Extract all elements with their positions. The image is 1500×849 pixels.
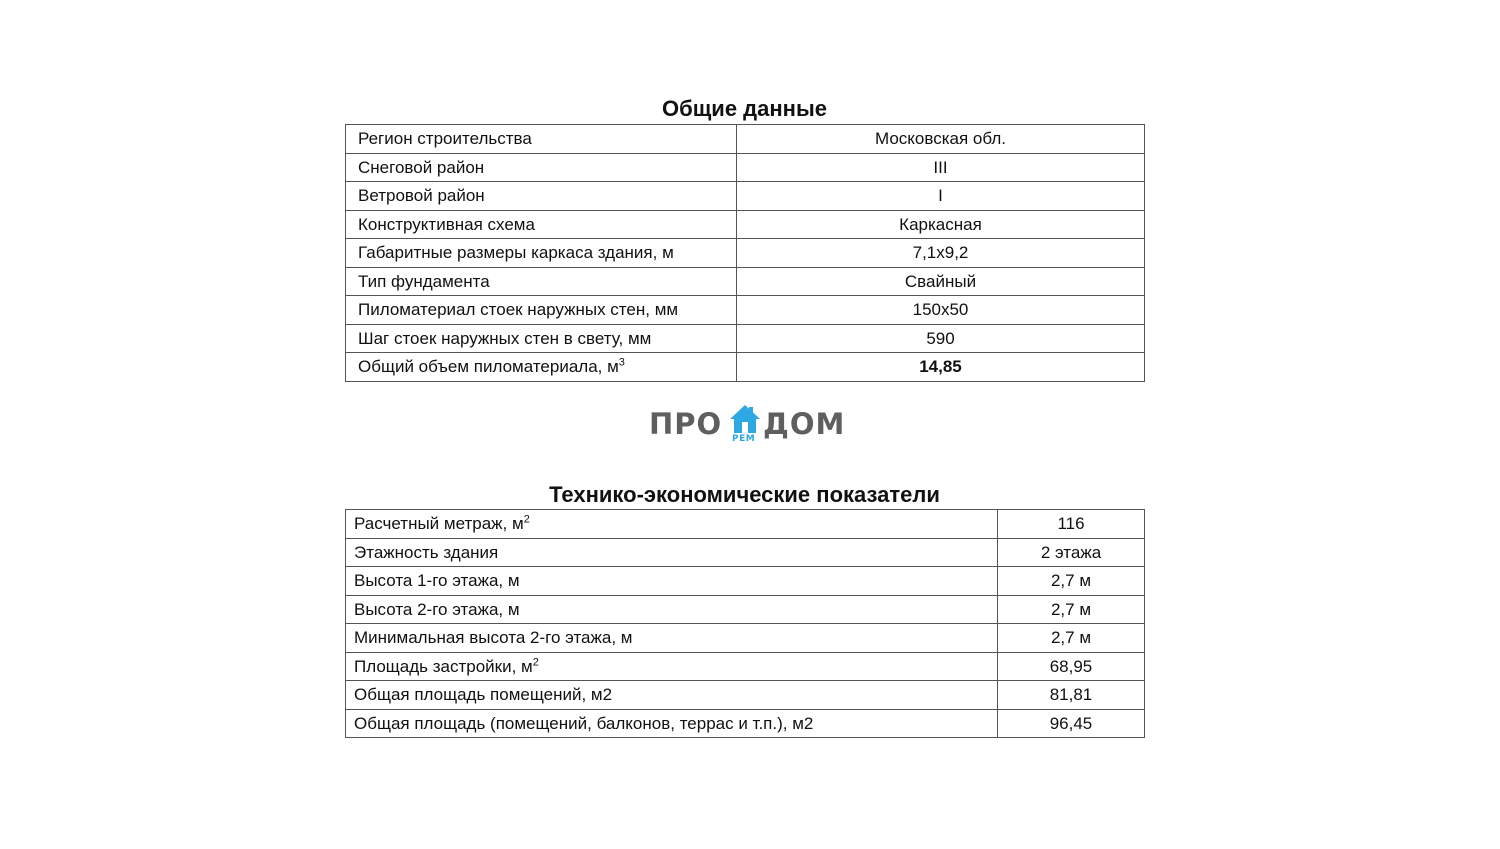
row-label: Общий объем пиломатериала, м [358, 357, 619, 377]
row-value: 68,95 [998, 652, 1145, 681]
table-row [346, 267, 1145, 296]
row-value: Свайный [737, 267, 1145, 296]
logo-subtext: РЕМ [732, 434, 756, 444]
logo-text-left: ПРО [649, 407, 723, 441]
row-value: Каркасная [737, 210, 1145, 239]
house-icon [729, 404, 761, 438]
row-value: 7,1x9,2 [737, 239, 1145, 268]
general-data-table [345, 124, 1145, 382]
row-value: 590 [737, 324, 1145, 353]
general-data-title: Общие данные [662, 96, 827, 121]
row-value: 2,7 м [998, 567, 1145, 596]
row-value: 2 этажа [998, 538, 1145, 567]
row-label-cell [346, 652, 998, 681]
row-label: Шаг стоек наружных стен в свету, мм [346, 324, 737, 353]
table-row [346, 210, 1145, 239]
logo-text-right: ДОМ [763, 407, 846, 441]
row-label: Пиломатериал стоек наружных стен, мм [346, 296, 737, 325]
table-row [346, 595, 1145, 624]
row-value: III [737, 153, 1145, 182]
row-label: Снеговой район [346, 153, 737, 182]
table-row [346, 125, 1145, 154]
table-row [346, 324, 1145, 353]
row-label: Этажность здания [346, 538, 998, 567]
unit-superscript: 2 [532, 656, 539, 669]
table-row [346, 624, 1145, 653]
table-row [346, 652, 1145, 681]
row-value: 116 [998, 510, 1145, 539]
row-value: 81,81 [998, 681, 1145, 710]
row-label: Расчетный метраж, м [354, 514, 524, 534]
table-row [346, 510, 1145, 539]
unit-superscript: 3 [618, 356, 625, 369]
row-value: 14,85 [737, 353, 1145, 382]
table-row [346, 296, 1145, 325]
row-value: 2,7 м [998, 624, 1145, 653]
row-label: Общая площадь (помещений, балконов, террас и т.п.), м2 [346, 709, 998, 738]
table-row [346, 353, 1145, 382]
table-row [346, 681, 1145, 710]
row-value: 150x50 [737, 296, 1145, 325]
table-row [346, 239, 1145, 268]
row-value: Московская обл. [737, 125, 1145, 154]
row-label: Габаритные размеры каркаса здания, м [346, 239, 737, 268]
unit-superscript: 2 [523, 513, 530, 526]
row-label: Общая площадь помещений, м2 [346, 681, 998, 710]
row-label: Минимальная высота 2-го этажа, м [346, 624, 998, 653]
row-value: 96,45 [998, 709, 1145, 738]
row-label: Конструктивная схема [346, 210, 737, 239]
table-row [346, 153, 1145, 182]
table-row [346, 567, 1145, 596]
row-label: Регион строительства [346, 125, 737, 154]
table-row [346, 538, 1145, 567]
row-label: Высота 1-го этажа, м [346, 567, 998, 596]
tech-economic-title: Технико-экономические показатели [549, 482, 940, 507]
table-row [346, 182, 1145, 211]
row-label-cell [346, 353, 737, 382]
row-label: Тип фундамента [346, 267, 737, 296]
row-label: Ветровой район [346, 182, 737, 211]
row-value: I [737, 182, 1145, 211]
row-label: Высота 2-го этажа, м [346, 595, 998, 624]
table-row [346, 709, 1145, 738]
company-logo [649, 404, 851, 448]
row-value: 2,7 м [998, 595, 1145, 624]
row-label: Площадь застройки, м [354, 656, 533, 676]
tech-economic-table [345, 509, 1145, 738]
row-label-cell [346, 510, 998, 539]
